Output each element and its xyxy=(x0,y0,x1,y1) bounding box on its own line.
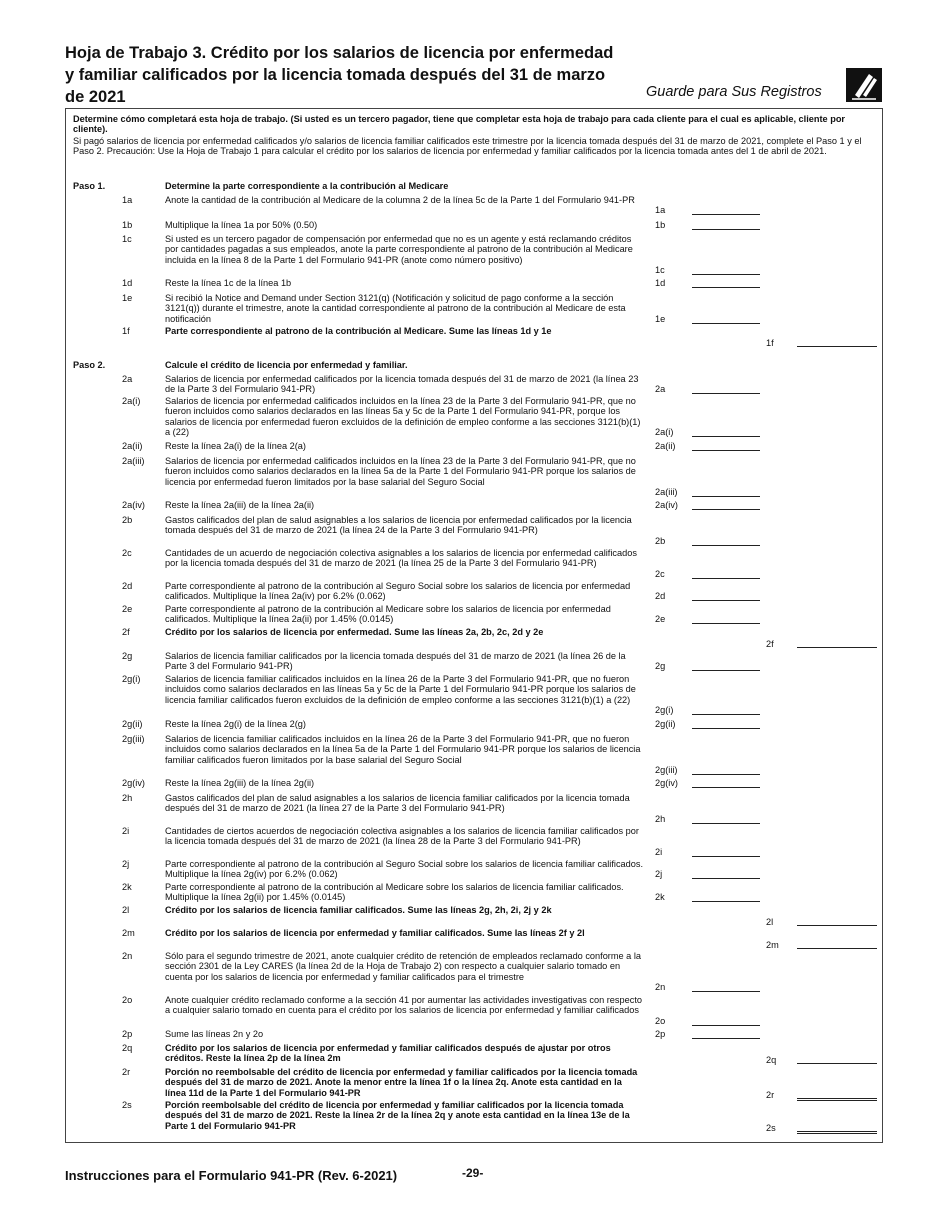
line-number: 2a(iii) xyxy=(122,456,145,466)
amount-field[interactable] xyxy=(692,868,760,879)
line-ref: 2q xyxy=(766,1055,777,1066)
line-number: 2k xyxy=(122,882,132,892)
line-number: 2a(ii) xyxy=(122,441,143,451)
line-ref: 2p xyxy=(655,1029,666,1039)
amount-field[interactable] xyxy=(692,613,760,624)
line-ref: 2n xyxy=(655,982,666,993)
line-ref: 2m xyxy=(766,940,779,951)
amount-field[interactable] xyxy=(692,1015,760,1026)
amount-field[interactable] xyxy=(692,277,760,288)
line-description: Parte correspondiente al patrono de la contribución al Medicare sobre los salarios de licencia por enfermedad calificados. Multiplique la línea 2a(ii) por 1.45% (0.0145) xyxy=(165,604,611,625)
intro-instruction: Determine cómo completará esta hoja de trabajo. (Si usted es un tercero pagador, tiene que completar esta hoja de trabajo para cada cliente para el cual es aplicable, cliente por cliente). xyxy=(73,114,846,135)
line-ref: 2s xyxy=(766,1122,776,1133)
line-2aiv xyxy=(0,500,950,510)
amount-field[interactable] xyxy=(797,1121,877,1134)
line-2e xyxy=(0,604,950,625)
amount-field[interactable] xyxy=(692,846,760,857)
line-description: Crédito por los salarios de licencia familiar calificados. Sume las líneas 2g, 2h, 2i, 2j y 2k xyxy=(165,905,552,915)
line-ref: 2g(ii) xyxy=(655,719,676,729)
line-ref: 1d xyxy=(655,278,666,288)
line-ref: 2f xyxy=(766,639,774,650)
line-2f xyxy=(0,627,950,648)
line-2aii xyxy=(0,441,950,451)
line-2giv xyxy=(0,778,950,788)
line-number: 2n xyxy=(122,951,133,961)
line-ref: 2a(iv) xyxy=(655,500,678,510)
amount-field[interactable] xyxy=(692,660,760,671)
intro xyxy=(73,114,873,157)
line-2r xyxy=(0,1067,950,1098)
line-2b xyxy=(0,515,950,546)
line-2j xyxy=(0,859,950,880)
line-number: 2g xyxy=(122,651,133,661)
line-ref: 1a xyxy=(655,205,666,216)
line-description: Multiplique la línea 1a por 50% (0.50) xyxy=(165,220,318,230)
line-ref: 2g(iii) xyxy=(655,765,678,776)
line-description: Cantidades de un acuerdo de negociación colectiva asignables a los salarios de licencia por enfermedad calificados por la licencia tomada después del 31 de marzo de 2021 (la línea 25 de la Parte 3 del Formulario 941-PR) xyxy=(165,548,637,569)
line-1d xyxy=(0,278,950,288)
line-2a xyxy=(0,374,950,395)
line-2giii xyxy=(0,734,950,776)
line-description: Parte correspondiente al patrono de la contribución al Medicare. Sume las líneas 1d y 1e xyxy=(165,326,552,336)
line-description: Salarios de licencia por enfermedad calificados incluidos en la línea 23 de la Parte 3 del Formulario 941-PR, que no fueron incluidos como salarios declarados en la línea 5a de la Parte 1 del Formulario 941-PR porque los salarios de licencia por enfermedad fueron limitados por la base salarial del Seguro Social xyxy=(165,456,636,487)
amount-field[interactable] xyxy=(692,426,760,437)
amount-field[interactable] xyxy=(692,813,760,824)
line-number: 2p xyxy=(122,1029,133,1039)
line-number: 2i xyxy=(122,826,130,836)
line-description: Anote cualquier crédito reclamado conforme a la sección 41 por aumentar las actividades investigativas con respecto a cualquier salario tomado en cuenta para el crédito por los salarios de licencia por enfermedad y familiar calificados xyxy=(165,995,642,1016)
amount-field[interactable] xyxy=(692,264,760,275)
line-description: Parte correspondiente al patrono de la contribución al Seguro Social sobre los salarios de licencia familiar calificados. Multiplique la línea 2g(iv) por 6.2% (0.062) xyxy=(165,859,644,880)
pencil-icon xyxy=(846,68,882,102)
amount-field[interactable] xyxy=(692,764,760,775)
line-number: 2a xyxy=(122,374,133,384)
line-number: 2a(iv) xyxy=(122,500,145,510)
line-1a xyxy=(0,195,950,216)
amount-field[interactable] xyxy=(692,590,760,601)
line-number: 2s xyxy=(122,1100,132,1110)
line-ref: 2g(i) xyxy=(655,705,674,716)
step-label: Paso 2. xyxy=(73,360,106,370)
line-number: 2g(iv) xyxy=(122,778,145,788)
line-number: 1c xyxy=(122,234,132,244)
line-description: Gastos calificados del plan de salud asignables a los salarios de licencia por enfermedad calificados por la licencia tomada después del 31 de marzo de 2021 (la línea 24 de la Parte 3 del Formulario 941-PR) xyxy=(165,515,632,536)
line-description: Crédito por los salarios de licencia por enfermedad y familiar calificados. Sume las líneas 2f y 2l xyxy=(165,928,585,938)
line-description: Salarios de licencia familiar calificados incluidos en la línea 26 de la Parte 3 del Formulario 941-PR, que no fueron incluidos como salarios declarados en la línea 5a de la Parte 1 del Formulario 941-PR porque los salarios de licencia familiar calificados fueron limitados por la base salarial del Seguro Social xyxy=(165,734,641,765)
line-number: 1f xyxy=(122,326,130,336)
amount-field[interactable] xyxy=(692,383,760,394)
line-description: Sólo para el segundo trimestre de 2021, anote cualquier crédito de retención de empleados reclamado conforme a la sección 2301 de la Ley CARES (la línea 2d de la Hoja de Trabajo 2) con respecto a cualquier salario tomado en cuenta por los salarios de licencia por enfermedad y familiar calificados para el trimestre xyxy=(165,951,642,982)
line-ref: 1c xyxy=(655,265,665,276)
line-ref: 2o xyxy=(655,1015,666,1026)
line-1c xyxy=(0,234,950,276)
amount-field[interactable] xyxy=(797,915,877,926)
line-2l xyxy=(0,905,950,926)
line-number: 1b xyxy=(122,220,133,230)
line-2aiii xyxy=(0,456,950,498)
line-2s xyxy=(0,1100,950,1131)
line-description: Reste la línea 2g(i) de la línea 2(g) xyxy=(165,719,306,729)
line-number: 2g(i) xyxy=(122,674,141,684)
line-2g xyxy=(0,651,950,672)
line-number: 2h xyxy=(122,793,133,803)
amount-field[interactable] xyxy=(692,219,760,230)
line-number: 2m xyxy=(122,928,135,938)
amount-field[interactable] xyxy=(692,718,760,729)
line-number: 2c xyxy=(122,548,132,558)
line-ref: 2a(ii) xyxy=(655,441,676,451)
line-description: Porción no reembolsable del crédito de licencia por enfermedad y familiar calificados por la licencia tomada después del 31 de marzo de 2021. Anote la menor entre la línea 1f o la línea 2q. Anote esta cantidad en la línea 11d de la Parte 1 del Formulario 941-PR xyxy=(165,1067,638,1098)
line-number: 2l xyxy=(122,905,130,915)
line-description: Salarios de licencia familiar calificados incluidos en la línea 26 de la Parte 3 del Formulario 941-PR, que no fueron incluidos como salarios declarados en las líneas 5a y 5c de la Parte 1 del Formulario 941-PR porque los salarios de licencia familiar calificados fueron excluidos de la definición de empleo conforme a las secciones 3121(b)(1) a (22) xyxy=(165,674,636,705)
line-number: 2d xyxy=(122,581,133,591)
line-number: 1a xyxy=(122,195,133,205)
amount-field[interactable] xyxy=(797,1053,877,1064)
line-ref: 2l xyxy=(766,917,774,928)
line-2gi xyxy=(0,674,950,716)
amount-field[interactable] xyxy=(692,891,760,902)
line-2d xyxy=(0,581,950,602)
amount-field[interactable] xyxy=(692,704,760,715)
line-ref: 2c xyxy=(655,568,665,579)
line-ref: 2d xyxy=(655,591,666,602)
step-label: Paso 1. xyxy=(73,181,106,191)
line-ref: 2j xyxy=(655,869,663,880)
page-title: Hoja de Trabajo 3. Crédito por los salarios de licencia por enfermedad y familiar calificados por la licencia tomada después del 31 de marzo de 2021 xyxy=(65,44,614,106)
line-2q xyxy=(0,1043,950,1064)
line-number: 1d xyxy=(122,278,133,288)
amount-field[interactable] xyxy=(692,204,760,215)
amount-field[interactable] xyxy=(797,637,877,648)
line-description: Reste la línea 2g(iii) de la línea 2g(ii) xyxy=(165,778,315,788)
line-description: Cantidades de ciertos acuerdos de negociación colectiva asignables a los salarios de licencia familiar calificados por la licencia tomada después del 31 de marzo de 2021 (la línea 28 de la Parte 3 del Formulario 941-PR) xyxy=(165,826,639,847)
line-number: 2f xyxy=(122,627,130,637)
line-description: Reste la línea 2a(iii) de la línea 2a(ii) xyxy=(165,500,315,510)
line-2h xyxy=(0,793,950,824)
amount-field[interactable] xyxy=(797,1088,877,1101)
footer-form-title: Instrucciones para el Formulario 941-PR (Rev. 6-2021) xyxy=(65,1168,398,1183)
line-description: Reste la línea 2a(i) de la línea 2(a) xyxy=(165,441,306,451)
line-number: 1e xyxy=(122,293,133,303)
line-ref: 2r xyxy=(766,1089,775,1100)
amount-field[interactable] xyxy=(692,535,760,546)
line-ref: 2a xyxy=(655,384,666,395)
line-number: 2o xyxy=(122,995,133,1005)
line-2n xyxy=(0,951,950,993)
line-ref: 2i xyxy=(655,846,663,857)
line-number: 2q xyxy=(122,1043,133,1053)
line-1b xyxy=(0,220,950,230)
line-description: Si usted es un tercero pagador de compensación por enfermedad que no es un agente y está reclamando créditos por cantidades pagadas a sus empleados, anote la parte correspondiente al patrono de la contribución al Medicare incluida en la línea 8 de la Parte 1 del Formulario 941-PR (anote como número positivo) xyxy=(165,234,633,265)
line-2gii xyxy=(0,719,950,729)
line-number: 2e xyxy=(122,604,133,614)
amount-field[interactable] xyxy=(692,313,760,324)
line-description: Crédito por los salarios de licencia por enfermedad y familiar calificados después de ajustar por otros créditos. Reste la línea 2p de la línea 2m xyxy=(165,1043,611,1064)
line-number: 2r xyxy=(122,1067,131,1077)
line-description: Crédito por los salarios de licencia por enfermedad. Sume las líneas 2a, 2b, 2c, 2d y 2e xyxy=(165,627,544,637)
line-2p xyxy=(0,1029,950,1039)
amount-field[interactable] xyxy=(692,981,760,992)
line-ref: 2h xyxy=(655,813,666,824)
line-description: Si recibió la Notice and Demand under Section 3121(q) (Notificación y solicitud de pago conforme a la sección 3121(q)) durante el trimestre, anote la cantidad correspondiente al patrono de la contribución al Medicare de esta notificación xyxy=(165,293,626,324)
line-description: Salarios de licencia familiar calificados por la licencia tomada después del 31 de marzo de 2021 (la línea 26 de la Parte 3 del Formulario 941-PR) xyxy=(165,651,626,672)
line-ref: 2k xyxy=(655,892,665,903)
line-description: Sume las líneas 2n y 2o xyxy=(165,1029,264,1039)
line-ref: 2b xyxy=(655,535,666,546)
line-2k xyxy=(0,882,950,903)
step-heading: Calcule el crédito de licencia por enfermedad y familiar. xyxy=(165,360,408,370)
line-number: 2g(iii) xyxy=(122,734,145,744)
amount-field[interactable] xyxy=(692,777,760,788)
line-description: Gastos calificados del plan de salud asignables a los salarios de licencia familiar calificados por la licencia tomada después del 31 de marzo de 2021 (la línea 27 de la Parte 3 del Formulario 941-PR) xyxy=(165,793,630,814)
line-1f xyxy=(0,326,950,347)
page-number: -29- xyxy=(462,1166,484,1180)
line-1e xyxy=(0,293,950,324)
line-description: Parte correspondiente al patrono de la contribución al Medicare sobre los salarios de licencia familiar calificados. Multiplique la línea 2g(ii) por 1.45% (0.0145) xyxy=(165,882,624,903)
line-2m xyxy=(0,928,950,949)
line-ref: 2g xyxy=(655,661,666,672)
line-description: Porción reembolsable del crédito de licencia por enfermedad y familiar calificados por la licencia tomada después del 31 de marzo de 2021. Reste la línea 2r de la línea 2q y anote esta cantidad en la línea 13e de la Parte 1 del Formulario 941-PR xyxy=(165,1100,630,1131)
line-2ai xyxy=(0,396,950,438)
line-number: 2a(i) xyxy=(122,396,141,406)
line-2o xyxy=(0,995,950,1026)
amount-field[interactable] xyxy=(692,1028,760,1039)
line-ref: 1b xyxy=(655,220,666,230)
line-description: Anote la cantidad de la contribución al Medicare de la columna 2 de la línea 5c de la Parte 1 del Formulario 941-PR xyxy=(165,195,635,205)
amount-field[interactable] xyxy=(797,336,877,347)
line-ref: 2a(i) xyxy=(655,427,674,438)
intro-text: Si pagó salarios de licencia por enfermedad calificados y/o salarios de licencia familiar calificados este trimestre por la licencia tomada después del 31 de marzo de 2021, complete el Paso 1 y el Paso 2. Precaución: Use la Hoja de Trabajo 1 para calcular el crédito por los salarios de licencia por enfermedad y familiar calificados por la licencia tomada antes del 1 de abril de 2021. xyxy=(73,135,862,157)
line-ref: 1e xyxy=(655,313,666,324)
step-heading: Determine la parte correspondiente a la contribución al Medicare xyxy=(165,181,449,191)
line-2c xyxy=(0,548,950,579)
line-ref: 2a(iii) xyxy=(655,487,678,498)
line-ref: 2g(iv) xyxy=(655,778,678,788)
amount-field[interactable] xyxy=(692,486,760,497)
amount-field[interactable] xyxy=(692,499,760,510)
line-2i xyxy=(0,826,950,857)
amount-field[interactable] xyxy=(797,938,877,949)
keep-for-records-note: Guarde para Sus Registros xyxy=(646,84,822,100)
amount-field[interactable] xyxy=(692,568,760,579)
amount-field[interactable] xyxy=(692,440,760,451)
line-number: 2g(ii) xyxy=(122,719,143,729)
line-number: 2j xyxy=(122,859,130,869)
line-description: Parte correspondiente al patrono de la contribución al Seguro Social sobre los salarios de licencia por enfermedad calificados. Multiplique la línea 2a(iv) por 6.2% (0.062) xyxy=(165,581,631,602)
line-ref: 1f xyxy=(766,338,774,349)
line-description: Reste la línea 1c de la línea 1b xyxy=(165,278,292,288)
line-description: Salarios de licencia por enfermedad calificados incluidos en la línea 23 de la Parte 3 del Formulario 941-PR, que no fueron incluidos como salarios declarados en las líneas 5a y 5c de la Parte 1 del Formulario 941-PR, porque los salarios de licencia por enfermedad fueron excluidos de la definición de empleo conforme a las secciones 3121(b)(1) a (22) xyxy=(165,396,641,438)
line-number: 2b xyxy=(122,515,133,525)
line-ref: 2e xyxy=(655,614,666,625)
line-description: Salarios de licencia por enfermedad calificados por la licencia tomada después del 31 de marzo de 2021 (la línea 23 de la Parte 3 del Formulario 941-PR) xyxy=(165,374,639,395)
